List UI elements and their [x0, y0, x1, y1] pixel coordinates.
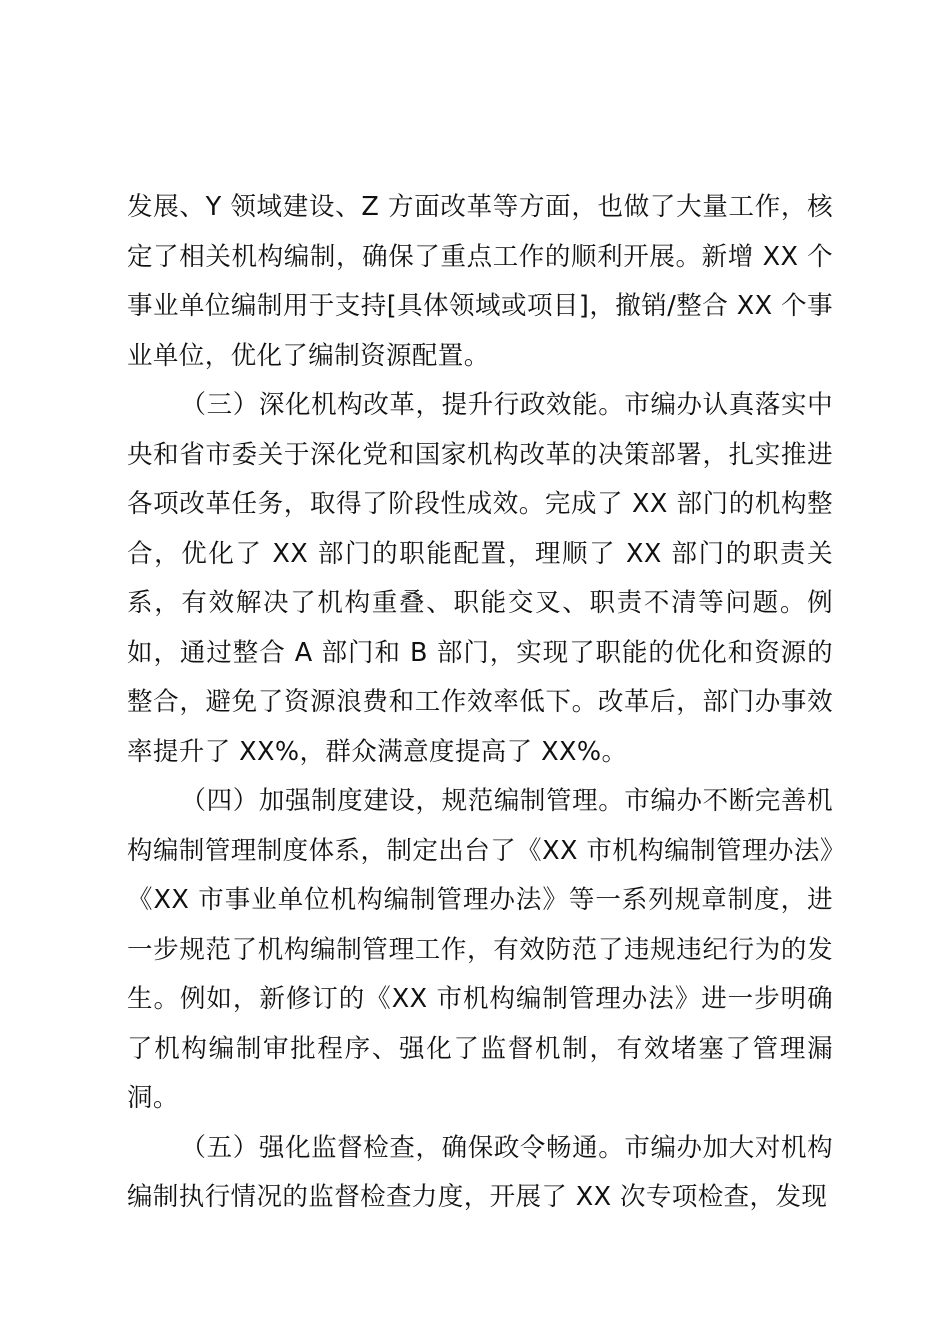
paragraph-continuation: 发展、Y 领域建设、Z 方面改革等方面，也做了大量工作，核定了相关机构编制，确保了重点工作的顺利开展。新增 XX 个事业单位编制用于支持[具体领域或项目]，撤销/整合 XX 个事业单位，优化了编制资源配置。 [127, 192, 833, 371]
document-body [127, 183, 833, 1223]
paragraph-section-3: （三）深化机构改革，提升行政效能。市编办认真落实中央和省市委关于深化党和国家机构改革的决策部署，扎实推进各项改革任务，取得了阶段性成效。完成了 XX 部门的机构整合，优化了 XX 部门的职能配置，理顺了 XX 部门的职责关系，有效解决了机构重叠、职能交叉、职责不清等问题。例如，通过整合 A 部门和 B 部门，实现了职能的优化和资源的整合，避免了资源浪费和工作效率低下。改革后，部门办事效率提升了 XX%，群众满意度提高了 XX%。 [127, 390, 833, 767]
paragraph-section-4: （四）加强制度建设，规范编制管理。市编办不断完善机构编制管理制度体系，制定出台了《XX 市机构编制管理办法》《XX 市事业单位机构编制管理办法》等一系列规章制度，进一步规范了机构编制管理工作，有效防范了违规违纪行为的发生。例如，新修订的《XX 市机构编制管理办法》进一步明确了机构编制审批程序、强化了监督机制，有效堵塞了管理漏洞。 [127, 786, 833, 1113]
paragraph-section-5: （五）强化监督检查，确保政令畅通。市编办加大对机构编制执行情况的监督检查力度，开展了 XX 次专项检查，发现 [127, 1132, 833, 1212]
